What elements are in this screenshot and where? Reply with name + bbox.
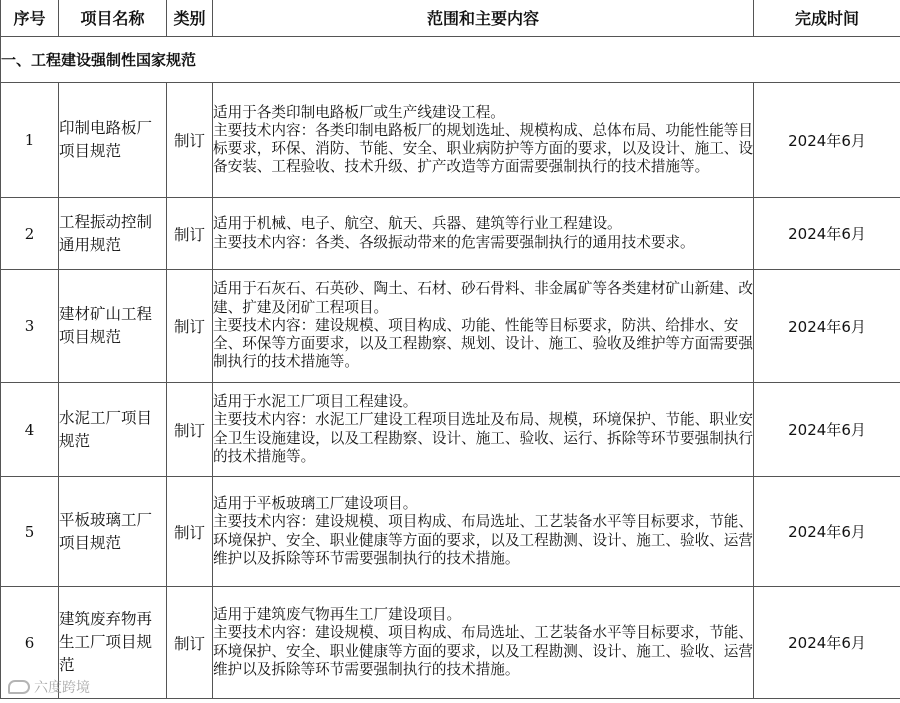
section-title: 一、工程建设强制性国家规范	[1, 37, 900, 83]
header-no: 序号	[1, 0, 59, 37]
row-name: 建材矿山工程项目规范	[59, 270, 167, 383]
row-scope	[213, 383, 754, 477]
scope-applicability: 适用于建筑废气物再生工厂建设项目。	[213, 606, 462, 624]
row-category: 制订	[167, 83, 213, 198]
row-name: 平板玻璃工厂项目规范	[59, 477, 167, 587]
table-row	[1, 270, 900, 383]
row-category: 制订	[167, 477, 213, 587]
watermark-text: 六度跨境	[34, 680, 90, 696]
scope-technical-content: 主要技术内容：各类印制电路板厂的规划选址、规模构成、总体布局、功能性能等目标要求，环保、消防、节能、安全、职业病防护等方面的要求，以及设计、施工、设备安装、工程验收、技术升级、扩产改造等方面需要强制执行的技术措施等。	[213, 121, 753, 176]
header-date: 完成时间	[754, 0, 900, 37]
scope-applicability: 适用于平板玻璃工厂建设项目。	[213, 495, 418, 513]
row-category: 制订	[167, 383, 213, 477]
row-date: 2024年6月	[754, 270, 900, 383]
scope-applicability: 适用于各类印制电路板厂或生产线建设工程。	[213, 103, 505, 121]
watermark-logo-icon	[8, 680, 30, 694]
scope-applicability: 适用于石灰石、石英砂、陶土、石材、砂石骨料、非金属矿等各类建材矿山新建、改建、扩建及闭矿工程项目。	[213, 280, 753, 316]
row-scope	[213, 587, 754, 699]
row-date: 2024年6月	[754, 198, 900, 270]
row-name: 工程振动控制通用规范	[59, 198, 167, 270]
table-row	[1, 83, 900, 198]
row-scope	[213, 270, 754, 383]
table-row	[1, 477, 900, 587]
table-row	[1, 383, 900, 477]
scope-applicability: 适用于水泥工厂项目工程建设。	[213, 393, 418, 411]
row-date: 2024年6月	[754, 587, 900, 699]
row-scope	[213, 198, 754, 270]
row-date: 2024年6月	[754, 383, 900, 477]
row-name: 水泥工厂项目规范	[59, 383, 167, 477]
row-no: 5	[1, 477, 59, 587]
scope-applicability: 适用于机械、电子、航空、航天、兵器、建筑等行业工程建设。	[213, 215, 622, 233]
section-row	[1, 37, 900, 83]
scope-technical-content: 主要技术内容：水泥工厂建设工程项目选址及布局、规模，环境保护、节能、职业安全卫生设施建设，以及工程勘察、设计、施工、验收、运行、拆除等环节要强制执行的技术措施等。	[213, 411, 753, 465]
header-row	[1, 0, 900, 37]
row-name: 建筑废弃物再生工厂项目规范	[59, 587, 167, 699]
table-row	[1, 198, 900, 270]
row-no: 3	[1, 270, 59, 383]
row-scope	[213, 477, 754, 587]
row-category: 制订	[167, 198, 213, 270]
row-no: 2	[1, 198, 59, 270]
scope-technical-content: 主要技术内容：建设规模、项目构成、布局选址、工艺装备水平等目标要求，节能、环境保护、安全、职业健康等方面的要求，以及工程勘测、设计、施工、验收、运营维护以及拆除等环节需要强制执行的技术措施。	[213, 513, 753, 567]
row-category: 制订	[167, 270, 213, 383]
row-no: 1	[1, 83, 59, 198]
header-category: 类别	[167, 0, 213, 37]
scope-technical-content: 主要技术内容：各类、各级振动带来的危害需要强制执行的通用技术要求。	[213, 233, 695, 251]
header-scope: 范围和主要内容	[213, 0, 754, 37]
row-no: 4	[1, 383, 59, 477]
watermark	[8, 677, 90, 697]
row-category: 制订	[167, 587, 213, 699]
scope-technical-content: 主要技术内容：建设规模、项目构成、布局选址、工艺装备水平等目标要求，节能、环境保护、安全、职业健康等方面的要求，以及工程勘测、设计、施工、验收、运营维护以及拆除等环节需要强制执行的技术措施。	[213, 624, 753, 678]
scope-technical-content: 主要技术内容：建设规模、项目构成、功能、性能等目标要求，防洪、给排水、安全、环保等方面要求，以及工程勘察、规划、设计、施工、验收及维护等方面需要强制执行的技术措施等。	[213, 316, 753, 371]
row-no: 6	[1, 587, 59, 699]
row-date: 2024年6月	[754, 477, 900, 587]
row-date: 2024年6月	[754, 83, 900, 198]
row-scope	[213, 83, 754, 198]
row-name: 印制电路板厂项目规范	[59, 83, 167, 198]
table-row	[1, 587, 900, 699]
header-name: 项目名称	[59, 0, 167, 37]
